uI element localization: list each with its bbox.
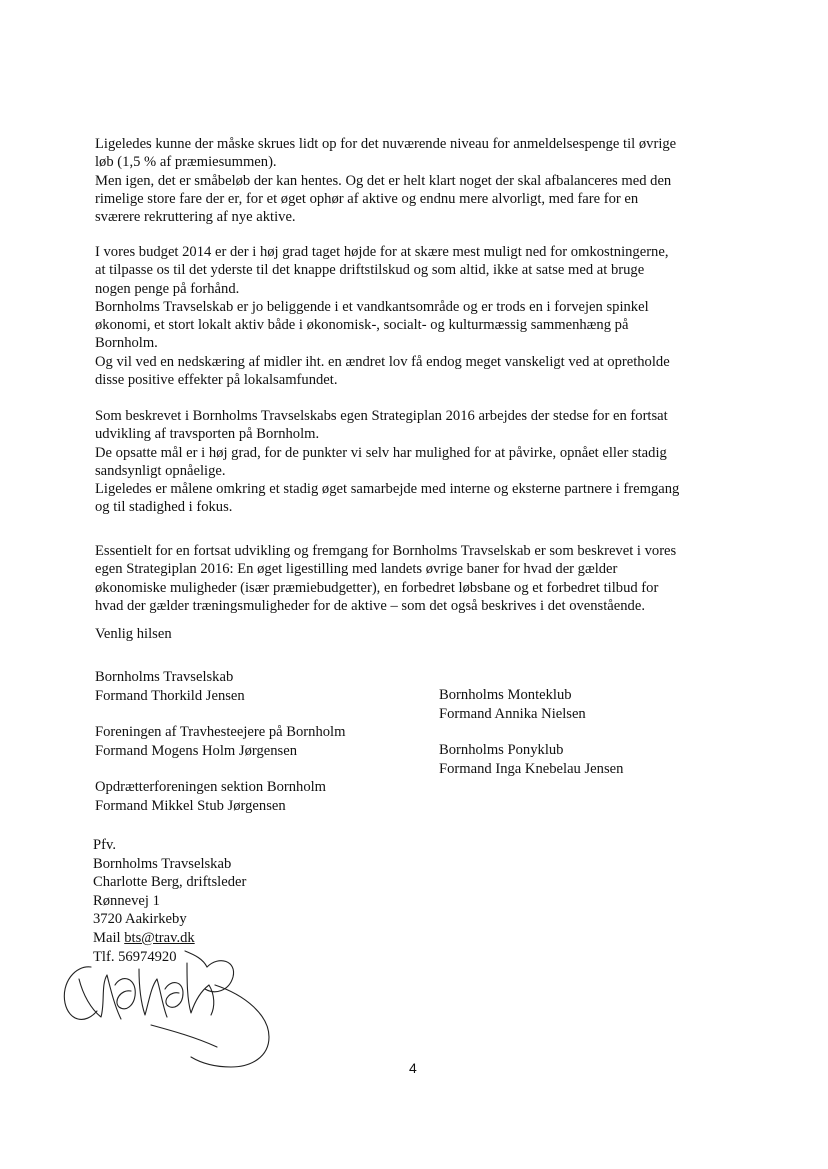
signatory-org: Bornholms Travselskab — [95, 669, 234, 685]
text-line: rimelige store fare der er, for et øget ophør af aktive og endnu mere alvorligt, med fare for en — [95, 190, 639, 207]
signatory-ponyklub — [439, 741, 623, 778]
page-number: 4 — [409, 1060, 417, 1076]
text-line: Bornholm. — [95, 335, 158, 352]
text-line: De opsatte mål er i høj grad, for de punkter vi selv har mulighed for at påvirke, opnået eller stadig — [95, 444, 667, 461]
paragraph-1 — [95, 135, 745, 226]
text-line: Og vil ved en nedskæring af midler iht. en ændret lov få endog meget vanskeligt ved at opretholde — [95, 353, 670, 370]
pfv-label: Pfv. — [93, 837, 116, 853]
signatory-org: Bornholms Monteklub — [439, 687, 572, 703]
paragraph-3 — [95, 407, 745, 517]
contact-phone: Tlf. 56974920 — [93, 948, 177, 965]
text-line: sværere rekruttering af nye aktive. — [95, 209, 296, 226]
text-line: disse positive effekter på lokalsamfundet. — [95, 372, 338, 389]
signatory-person: Formand Thorkild Jensen — [95, 687, 245, 704]
text-line: hvad der gælder træningsmuligheder for de aktive – som det også beskrives i det ovenstående. — [95, 597, 645, 614]
contact-city: 3720 Aakirkeby — [93, 911, 187, 928]
text-line: Essentielt for en fortsat udvikling og fremgang for Bornholms Travselskab er som beskrevet i vores — [95, 543, 677, 559]
text-line: Men igen, det er småbeløb der kan hentes. Og det er helt klart noget der skal afbalanceres med den — [95, 172, 672, 189]
text-line: I vores budget 2014 er der i høj grad taget højde for at skære mest muligt ned for omkostningerne, — [95, 244, 669, 260]
signatory-person: Formand Inga Knebelau Jensen — [439, 760, 624, 777]
signatory-org: Bornholms Ponyklub — [439, 742, 564, 758]
signatory-org: Opdrætterforeningen sektion Bornholm — [95, 779, 327, 795]
mail-link[interactable]: bts@trav.dk — [124, 929, 195, 946]
signatory-org: Foreningen af Travhesteejere på Bornholm — [95, 724, 346, 740]
signatory-travhesteejere — [95, 723, 345, 760]
contact-person: Charlotte Berg, driftsleder — [93, 874, 247, 891]
text-line: økonomiske muligheder (især præmiebudgetter), en forbedret løbsbane og et forbedret tilbud for — [95, 579, 659, 596]
handwritten-signature — [55, 945, 290, 1080]
contact-org: Bornholms Travselskab — [93, 855, 232, 872]
mail-label: Mail — [93, 929, 121, 946]
text-line: Ligeledes er målene omkring et stadig øget samarbejde med interne og eksterne partnere i fremgang — [95, 481, 680, 498]
text-line: sandsynligt opnåelige. — [95, 462, 226, 479]
signatory-travselskab — [95, 668, 245, 705]
signatory-opdraetter — [95, 778, 326, 815]
text-line: økonomi, et stort lokalt aktiv både i økonomisk-, socialt- og kulturmæssig sammenhæng på — [95, 317, 629, 334]
text-line: udvikling af travsporten på Bornholm. — [95, 426, 320, 443]
text-line: nogen penge på forhånd. — [95, 280, 240, 297]
text-line: Ligeledes kunne der måske skrues lidt op for det nuværende niveau for anmeldelsespenge til øvrige — [95, 136, 677, 152]
text-line: Som beskrevet i Bornholms Travselskabs egen Strategiplan 2016 arbejdes der stedse for en fortsat — [95, 408, 668, 424]
paragraph-4 — [95, 542, 745, 615]
text-line: Bornholms Travselskab er jo beliggende i et vandkantsområde og er trods en i forvejen spinkel — [95, 298, 649, 315]
text-line: og til stadighed i fokus. — [95, 499, 233, 516]
text-line: løb (1,5 % af præmiesummen). — [95, 154, 277, 171]
text-line: at tilpasse os til det yderste til det knappe driftstilskud og som altid, ikke at satse med at bruge — [95, 262, 645, 279]
signatory-person: Formand Mogens Holm Jørgensen — [95, 742, 298, 759]
closing — [95, 625, 745, 643]
signatory-monteklub — [439, 686, 586, 723]
signatory-person: Formand Mikkel Stub Jørgensen — [95, 797, 286, 814]
contact-street: Rønnevej 1 — [93, 892, 160, 909]
signatory-person: Formand Annika Nielsen — [439, 705, 586, 722]
paragraph-2 — [95, 243, 745, 389]
text-line: egen Strategiplan 2016: En øget ligestilling med landets øvrige baner for hvad der gælder — [95, 561, 618, 578]
closing-text: Venlig hilsen — [95, 626, 172, 642]
